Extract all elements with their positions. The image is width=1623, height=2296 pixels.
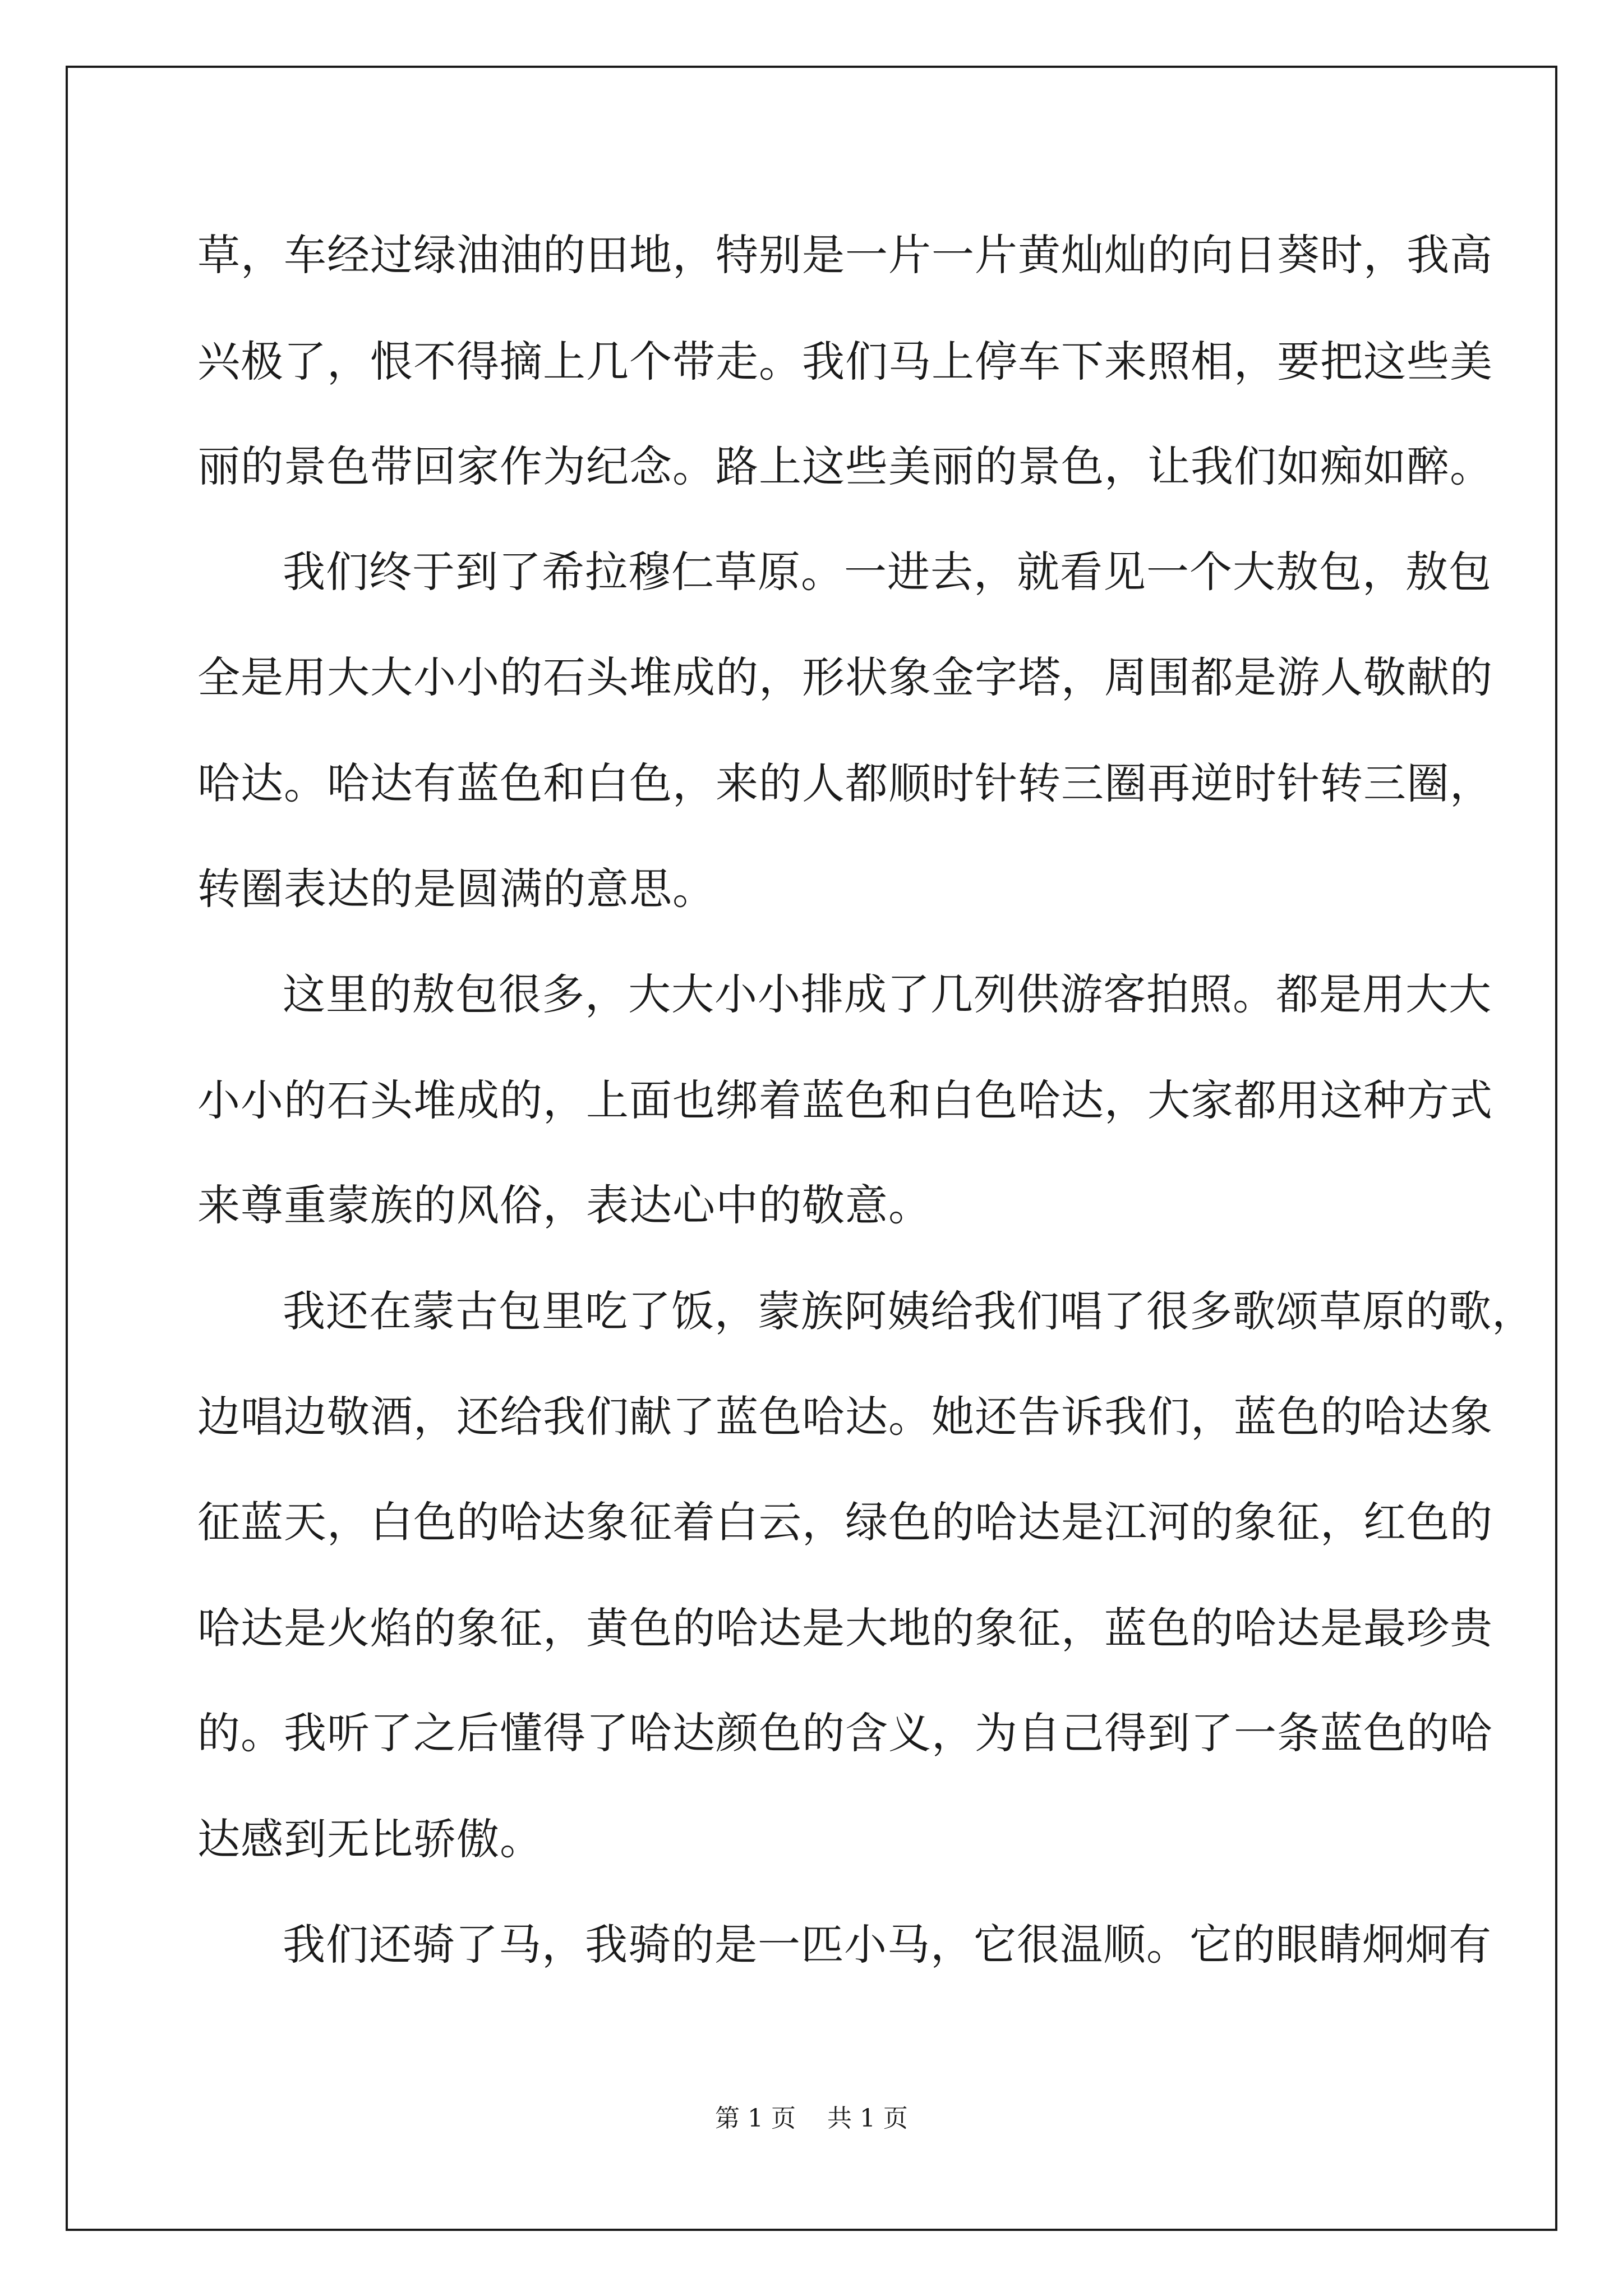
text-line: 边唱边敬酒，还给我们献了蓝色哈达。她还告诉我们，蓝色的哈达象 (197, 1392, 1493, 1442)
text-line: 草，车经过绿油油的田地，特别是一片一片黄灿灿的向日葵时，我高 (197, 230, 1493, 280)
paragraph-first-line: 这里的敖包很多，大大小小排成了几列供游客拍照。都是用大大 (283, 969, 1492, 1019)
paragraph-first-line: 我们终于到了希拉穆仁草原。一进去，就看见一个大敖包，敖包 (283, 547, 1492, 597)
page-number-footer: 第 1 页 共 1 页 (715, 2104, 908, 2133)
text-line: 兴极了，恨不得摘上几个带走。我们马上停车下来照相，要把这些美 (197, 337, 1493, 386)
text-line: 小小的石头堆成的，上面也绑着蓝色和白色哈达，大家都用这种方式 (197, 1075, 1493, 1125)
text-line: 的。我听了之后懂得了哈达颜色的含义，为自己得到了一条蓝色的哈 (197, 1708, 1493, 1758)
text-line: 哈达是火焰的象征，黄色的哈达是大地的象征，蓝色的哈达是最珍贵 (197, 1603, 1493, 1653)
text-line: 丽的景色带回家作为纪念。路上这些美丽的景色，让我们如痴如醉。 (197, 441, 1493, 491)
text-line: 达感到无比骄傲。 (197, 1814, 543, 1864)
paragraph-first-line: 我还在蒙古包里吃了饭，蒙族阿姨给我们唱了很多歌颂草原的歌， (283, 1286, 1535, 1336)
text-line: 哈达。哈达有蓝色和白色，来的人都顺时针转三圈再逆时针转三圈， (197, 758, 1493, 808)
text-line: 转圈表达的是圆满的意思。 (197, 864, 716, 914)
text-line: 来尊重蒙族的风俗，表达心中的敬意。 (197, 1180, 932, 1230)
text-line: 征蓝天，白色的哈达象征着白云，绿色的哈达是江河的象征，红色的 (197, 1497, 1493, 1547)
text-line: 全是用大大小小的石头堆成的，形状象金字塔，周围都是游人敬献的 (197, 652, 1493, 702)
paragraph-first-line: 我们还骑了马，我骑的是一匹小马，它很温顺。它的眼睛炯炯有 (283, 1920, 1492, 1970)
